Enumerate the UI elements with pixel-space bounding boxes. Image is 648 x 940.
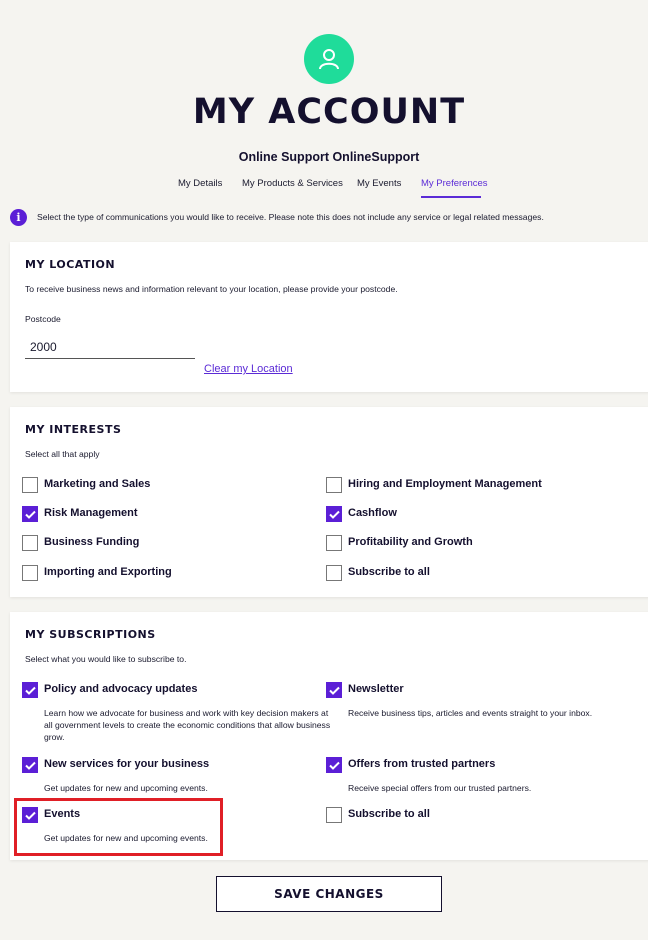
interest-label: Profitability and Growth [348, 536, 473, 548]
subscription-description: Receive business tips, articles and events straight to your inbox. [348, 708, 593, 718]
interest-label: Cashflow [348, 507, 397, 519]
interest-checkbox[interactable] [326, 535, 342, 551]
check-icon [329, 686, 340, 695]
interest-checkbox[interactable] [326, 477, 342, 493]
interest-checkbox[interactable] [22, 535, 38, 551]
subscription-subscribe-all-checkbox[interactable] [326, 807, 342, 823]
check-icon [329, 761, 340, 770]
postcode-label: Postcode [25, 314, 61, 324]
subscriptions-subtitle: Select what you would like to subscribe to. [25, 654, 187, 664]
save-changes-button[interactable]: SAVE CHANGES [216, 876, 442, 912]
interests-card [10, 407, 648, 597]
subscription-checkbox[interactable] [326, 682, 342, 698]
subscription-label: Policy and advocacy updates [44, 683, 198, 695]
interest-subscribe-all-checkbox[interactable] [326, 565, 342, 581]
account-tabs [0, 178, 648, 198]
user-icon [315, 45, 343, 73]
subscription-label: New services for your business [44, 758, 210, 770]
postcode-input[interactable] [25, 335, 195, 359]
info-icon: i [10, 209, 27, 226]
avatar [304, 34, 354, 84]
interest-checkbox[interactable] [22, 565, 38, 581]
tab-my-products-services[interactable]: My Products & Services [242, 178, 343, 189]
tab-my-details[interactable]: My Details [178, 178, 223, 189]
interests-title: MY INTERESTS [25, 423, 122, 436]
interest-label: Marketing and Sales [44, 478, 151, 490]
subscription-checkbox[interactable] [22, 757, 38, 773]
interest-checkbox[interactable] [22, 477, 38, 493]
subscription-description: Learn how we advocate for business and work with key decision makers at all government levels to create the economic conditions that allow business grow. [44, 708, 331, 742]
interest-label: Business Funding [44, 536, 140, 548]
check-icon [25, 811, 36, 820]
location-card [10, 242, 648, 392]
location-description: To receive business news and information relevant to your location, please provide your postcode. [25, 284, 398, 294]
location-title: MY LOCATION [25, 258, 116, 271]
subscription-label: Offers from trusted partners [348, 758, 496, 770]
subscriptions-title: MY SUBSCRIPTIONS [25, 628, 156, 641]
tab-my-events[interactable]: My Events [357, 178, 402, 189]
check-icon [329, 510, 340, 519]
tab-my-preferences[interactable]: My Preferences [421, 178, 488, 189]
interest-label: Risk Management [44, 507, 138, 519]
info-message: Select the type of communications you would like to receive. Please note this does not include any service or legal related messages. [37, 212, 544, 222]
subscription-checkbox[interactable] [326, 757, 342, 773]
subscription-description: Get updates for new and upcoming events. [44, 833, 208, 843]
check-icon [25, 761, 36, 770]
subscriptions-card [10, 612, 648, 860]
interests-subtitle: Select all that apply [25, 449, 100, 459]
subscription-checkbox[interactable] [22, 682, 38, 698]
subscription-label: Subscribe to all [348, 808, 430, 820]
check-icon [25, 510, 36, 519]
interest-label: Importing and Exporting [44, 566, 172, 578]
active-tab-indicator [421, 196, 481, 198]
subscription-label: Events [44, 808, 81, 820]
interest-checkbox[interactable] [22, 506, 38, 522]
events-checkbox[interactable] [22, 807, 38, 823]
user-name: Online Support OnlineSupport [238, 150, 420, 164]
interest-checkbox[interactable] [326, 506, 342, 522]
clear-location-link[interactable]: Clear my Location [204, 363, 293, 375]
interest-label: Hiring and Employment Management [348, 478, 542, 490]
interest-label: Subscribe to all [348, 566, 430, 578]
subscription-label: Newsletter [348, 683, 404, 695]
page-title: MY ACCOUNT [192, 92, 466, 132]
subscription-description: Get updates for new and upcoming events. [44, 783, 208, 793]
check-icon [25, 686, 36, 695]
subscription-description: Receive special offers from our trusted partners. [348, 783, 532, 793]
